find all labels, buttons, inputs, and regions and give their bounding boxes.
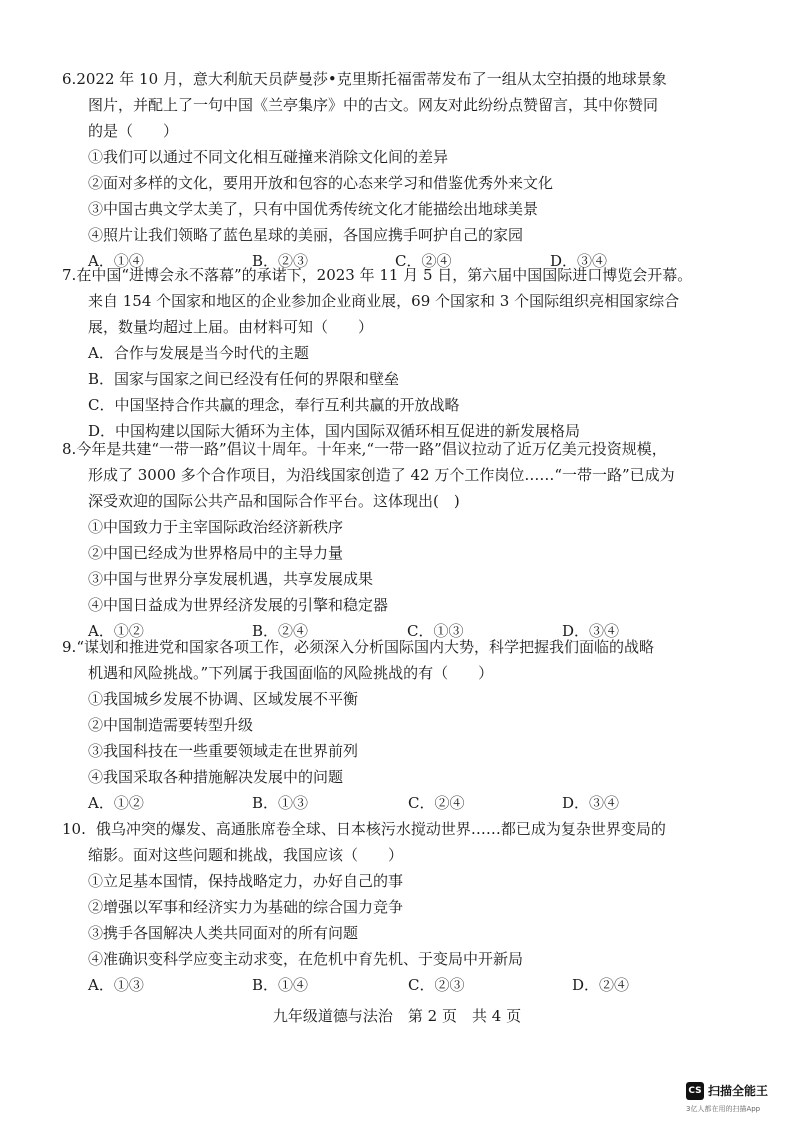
question-number: 10.: [62, 820, 86, 838]
question-10: [62, 816, 742, 998]
option-b: B．①④: [252, 976, 309, 994]
option-a: A．合作与发展是当今时代的主题: [88, 344, 309, 362]
question-9: [62, 634, 742, 816]
question-7: [62, 262, 742, 444]
option-c: C．②④: [408, 794, 465, 812]
statement: ④中国日益成为世界经济发展的引擎和稳定器: [88, 596, 389, 614]
statement: ①我们可以通过不同文化相互碰撞来消除文化间的差异: [88, 148, 449, 166]
option-a: A．①③: [88, 976, 144, 994]
option-a: A．①②: [88, 794, 144, 812]
option-d: D．中国构建以国际大循环为主体，国内国际双循环相互促进的新发展格局: [88, 422, 581, 440]
question-text-line: 今年是共建“一带一路”倡议十周年。十年来,“一带一路”倡议拉动了近万亿美元投资规模，: [76, 440, 667, 458]
statement: ②增强以军事和经济实力为基础的综合国力竞争: [88, 898, 404, 916]
question-text-line: 机遇和风险挑战。”下列属于我国面临的风险挑战的有（ ）: [88, 664, 494, 682]
option-a: A．①④: [88, 252, 144, 270]
statement: ④我国采取各种措施解决发展中的问题: [88, 768, 344, 786]
statement: ②面对多样的文化，要用开放和包容的心态来学习和借鉴优秀外来文化: [88, 174, 554, 192]
option-b: B．①③: [252, 794, 309, 812]
question-text-line: 来自 154 个国家和地区的企业参加企业商业展，69 个国家和 3 个国际组织亮相国家综合: [88, 292, 680, 310]
option-d: D．③④: [550, 252, 608, 270]
question-text-line: 展，数量均超过上届。由材料可知（ ）: [88, 318, 374, 336]
option-b: B．②③: [252, 252, 309, 270]
statement: ①中国致力于主宰国际政治经济新秩序: [88, 518, 344, 536]
question-number: 8.: [62, 440, 77, 458]
question-text-line: 2022 年 10 月，意大利航天员萨曼莎•克里斯托福雷蒂发布了一组从太空拍摄的地球景象: [76, 70, 667, 88]
page-footer: 九年级道德与法治 第 2 页 共 4 页: [272, 1007, 522, 1025]
option-a: A．①②: [88, 622, 144, 640]
question-text-line: 形成了 3000 多个合作项目，为沿线国家创造了 42 万个工作岗位……“一带一路”已成为: [88, 466, 675, 484]
question-text-line: 缩影。面对这些问题和挑战，我国应该（ ）: [88, 846, 404, 864]
option-b: B．②④: [252, 622, 309, 640]
option-d: D．②④: [572, 976, 630, 994]
question-text-line: 在中国“进博会永不落幕”的承诺下，2023 年 11 月 5 日，第六届中国国际进口博览会开幕。: [76, 266, 693, 284]
scanner-watermark: [686, 1082, 788, 1118]
statement: ③携手各国解决人类共同面对的所有问题: [88, 924, 359, 942]
statement: ③中国古典文学太美了，只有中国优秀传统文化才能描绘出地球美景: [88, 200, 539, 218]
option-c: C．①③: [407, 622, 464, 640]
question-number: 7.: [62, 266, 77, 284]
question-number: 9.: [62, 638, 77, 656]
option-b: B．国家与国家之间已经没有任何的界限和壁垒: [88, 370, 400, 388]
option-c: C．②③: [408, 976, 465, 994]
statement: ①我国城乡发展不协调、区域发展不平衡: [88, 690, 359, 708]
question-text-line: 的是（ ）: [88, 122, 179, 140]
option-d: D．③④: [562, 622, 620, 640]
question-text-line: 深受欢迎的国际公共产品和国际合作平台。这体现出( ): [88, 492, 460, 510]
statement: ②中国已经成为世界格局中的主导力量: [88, 544, 344, 562]
option-c: C．②④: [395, 252, 452, 270]
scanner-app-name: 扫描全能王: [708, 1084, 769, 1098]
question-number: 6.: [62, 70, 77, 88]
option-d: D．③④: [562, 794, 620, 812]
statement: ②中国制造需要转型升级: [88, 716, 254, 734]
statement: ③我国科技在一些重要领域走在世界前列: [88, 742, 359, 760]
answer-options: [62, 972, 742, 998]
answer-options: [62, 790, 742, 816]
scanner-tagline: 3亿人都在用的扫描App: [686, 1105, 761, 1113]
option-c: C．中国坚持合作共赢的理念，奉行互利共赢的开放战略: [88, 396, 460, 414]
statement: ③中国与世界分享发展机遇，共享发展成果: [88, 570, 374, 588]
statement: ④准确识变科学应变主动求变，在危机中育先机、于变局中开新局: [88, 950, 524, 968]
camscanner-logo-icon: CS: [686, 1082, 704, 1100]
question-text-line: 图片，并配上了一句中国《兰亭集序》中的古文。网友对此纷纷点赞留言，其中你赞同: [88, 96, 659, 114]
question-text-line: “谋划和推进党和国家各项工作，必须深入分析国际国内大势，科学把握我们面临的战略: [76, 638, 654, 656]
statement: ①立足基本国情，保持战略定力，办好自己的事: [88, 872, 404, 890]
question-8: [62, 436, 742, 644]
question-6: [62, 66, 742, 274]
statement: ④照片让我们领略了蓝色星球的美丽，各国应携手呵护自己的家园: [88, 226, 524, 244]
question-text-line: 俄乌冲突的爆发、高通胀席卷全球、日本核污水搅动世界……都已成为复杂世界变局的: [95, 820, 666, 838]
